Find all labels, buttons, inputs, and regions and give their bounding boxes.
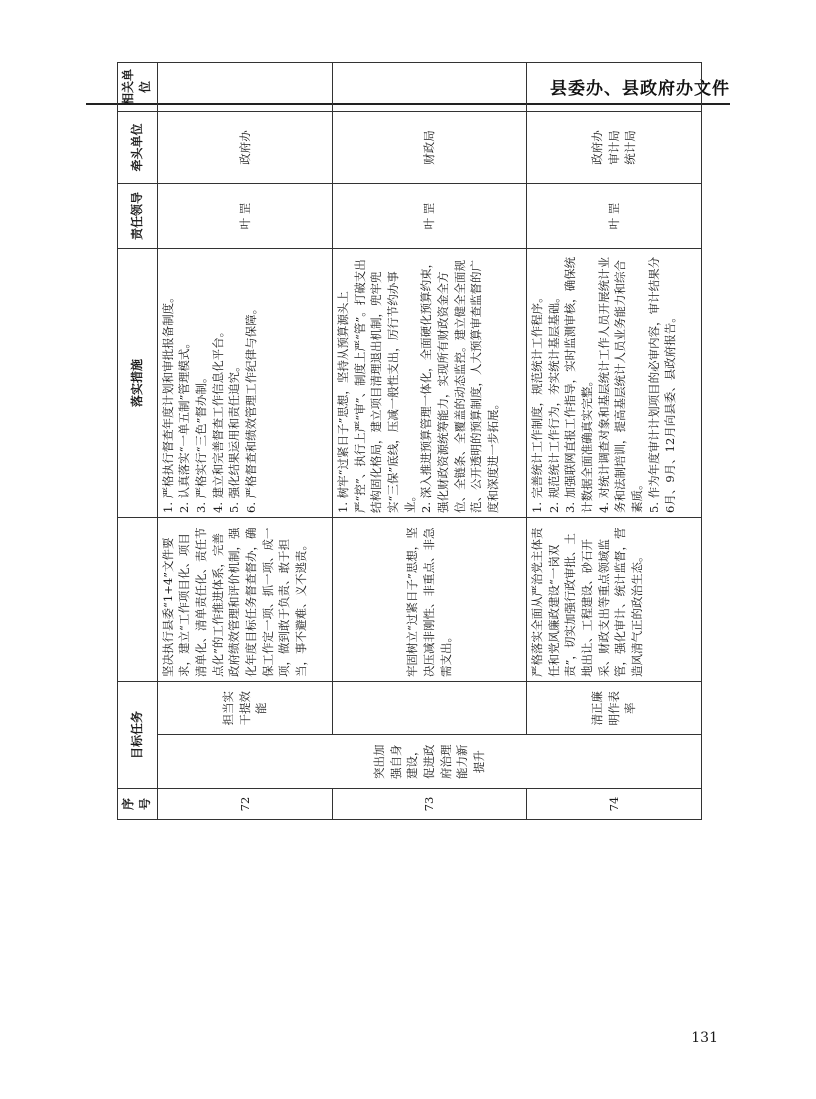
parent-task: 突出加强自身建设，促进政府治理能力新提升 xyxy=(157,735,701,789)
col-header-lead-unit: 牵头单位 xyxy=(118,112,158,184)
measures-cell xyxy=(157,249,332,518)
related-unit xyxy=(526,63,701,112)
col-header-measures: 落实措施 xyxy=(118,249,158,518)
table-row xyxy=(526,63,701,820)
measure-item: 2. 认真落实“一单五制”管理模式。 xyxy=(177,337,192,513)
target-text: 牢固树立“过紧日子”思想，坚决压减非刚性、非重点、非急需支出。 xyxy=(332,518,526,682)
related-unit xyxy=(157,63,332,112)
measure-item: 2. 规范统计工作行为，夯实统计基层基础。 xyxy=(546,291,561,513)
responsible-leader: 叶 罡 xyxy=(157,184,332,249)
measure-item: 1. 完善统计工作制度，规范统计工作程序。 xyxy=(529,291,544,513)
measure-item: 6. 严格督查和绩效管理工作纪律与保障。 xyxy=(244,302,259,513)
table-header-row xyxy=(118,63,158,820)
subtask xyxy=(332,682,526,736)
document-header-title: 县委办、县政府办文件 xyxy=(550,79,730,99)
table-row xyxy=(157,63,332,820)
measure-item: 5. 作为年度审计计划项目的必审内容，审计结果分6月、9月、12月向县委、县政府报告。 xyxy=(646,256,678,513)
responsible-leader: 叶 罡 xyxy=(526,184,701,249)
measure-item: 3. 加强联网直报工作指导，实时监测审核，确保统计数据全面准确真实完整。 xyxy=(563,256,594,513)
lead-unit-item: 审计局 xyxy=(606,130,621,165)
measure-item: 1. 严格执行督查年度计划和审批报备制度。 xyxy=(160,291,175,513)
task-table xyxy=(117,62,702,820)
lead-unit xyxy=(157,112,332,184)
page-number: 131 xyxy=(691,1030,718,1046)
measures-cell xyxy=(332,249,526,518)
col-header-task: 目标任务 xyxy=(118,682,158,789)
measure-item: 1. 树牢“过紧日子”思想，坚持从预算源头上严“控”、执行上严“审”、制度上严“管”。打破支出结构固化格局，建立项目清理退出机制，兜牢兜实“三保”底线，压减一般性支出，厉行节约办事业。 xyxy=(335,259,417,513)
lead-unit-item: 财政局 xyxy=(422,130,437,165)
col-header-related-unit: 相关单位 xyxy=(118,63,158,112)
measures-cell xyxy=(526,249,701,518)
col-header-target-spacer xyxy=(118,518,158,682)
measure-item: 5. 强化结果运用和责任追究。 xyxy=(227,360,242,513)
related-unit xyxy=(332,63,526,112)
lead-unit-item: 政府办 xyxy=(237,130,252,165)
col-header-leader: 责任领导 xyxy=(118,184,158,249)
row-number: 72 xyxy=(157,789,332,820)
measure-item: 4. 对统计调查对象和基层统计工作人员开展统计业务和法制培训，提高基层统计人员业务能力和综合素质。 xyxy=(596,256,644,513)
target-text: 坚决执行县委“1+4”文件要求，建立“工作项目化、项目清单化、清单责任化、责任节点化”的工作推进体系，完善政府绩效管理和评价机制，强化年度目标任务督查督办，确保工作定一项、抓一项、成一项，做到敢于负责、敢于担当，事不避难、义不逃责。 xyxy=(157,518,332,682)
subtask: 担当实干提效能 xyxy=(157,682,332,736)
responsible-leader: 叶 罡 xyxy=(332,184,526,249)
measure-item: 4. 建立和完善督查工作信息化平台。 xyxy=(210,325,225,513)
lead-unit xyxy=(332,112,526,184)
subtask: 清正廉明作表率 xyxy=(526,682,701,736)
row-number: 74 xyxy=(526,789,701,820)
target-text: 严格落实全面从严治党主体责任和党风廉政建设“一岗双责”，切实加强行政审批、土地出让、工程建设、砂石开采、财政支出等重点领域监管，强化审计、统计监督，营造风清气正的政治生态。 xyxy=(526,518,701,682)
lead-unit-item: 统计局 xyxy=(623,130,638,165)
lead-unit xyxy=(526,112,701,184)
col-header-no: 序号 xyxy=(118,789,158,820)
lead-unit-item: 政府办 xyxy=(589,130,604,165)
measure-item: 3. 严格实行“三色”督办制。 xyxy=(194,371,209,513)
row-number: 73 xyxy=(332,789,526,820)
table-row xyxy=(332,63,526,820)
measure-item: 2. 深入推进预算管理一体化，全面硬化预算约束，强化财政资源统筹能力，实现所有财政资金全方位、全链条、全覆盖的动态监控。建立健全全面规范、公开透明的预算制度，人大预算审查监督的广度和深度进一步拓展。 xyxy=(419,256,500,513)
